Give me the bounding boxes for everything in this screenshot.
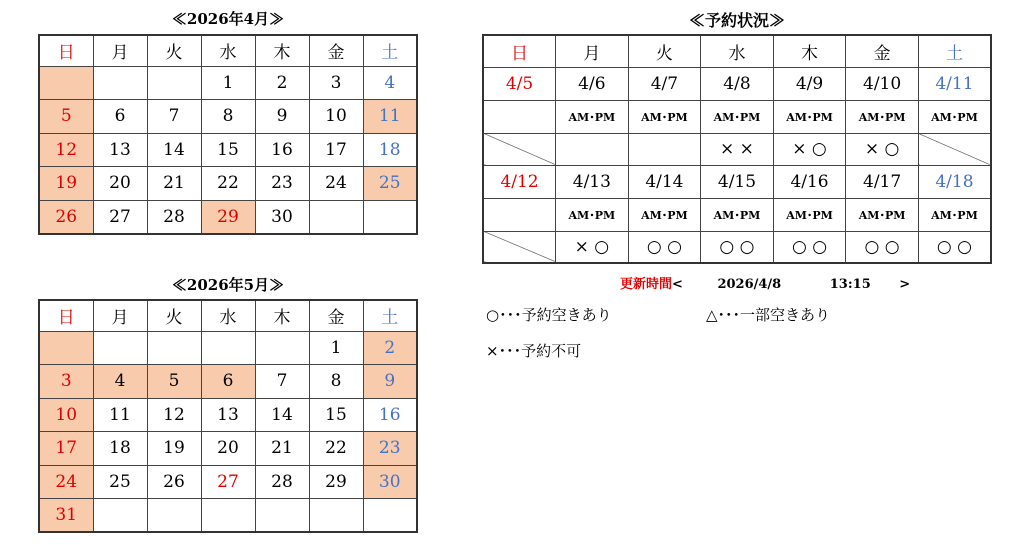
reservation-status-cell: ○ ○ (773, 231, 846, 263)
calendar-day-cell: 16 (363, 398, 417, 432)
calendar-day-cell: 10 (309, 100, 363, 134)
calendar-week-row (39, 465, 417, 499)
calendar-day-cell: 6 (201, 365, 255, 399)
calendar-week-row (39, 133, 417, 167)
weekday-header-row (39, 300, 417, 331)
calendar-day-cell: 15 (201, 133, 255, 167)
calendar-day-cell: 24 (39, 465, 93, 499)
weekday-header-row (483, 35, 991, 67)
reservation-status-row (483, 133, 991, 165)
reservation-status-cell (483, 133, 556, 165)
calendar-week-row (39, 365, 417, 399)
reservation-date-row (483, 165, 991, 198)
weekday-header: 月 (556, 35, 629, 67)
reservation-date-row (483, 67, 991, 100)
calendar-day-cell: 23 (255, 167, 309, 201)
reservation-status-cell: ○ ○ (701, 231, 774, 263)
calendar-day-cell: 11 (363, 100, 417, 134)
reservation-slot-cell: AM･PM (701, 198, 774, 231)
reservation-table (482, 34, 992, 264)
april-calendar (38, 34, 418, 235)
calendar-day-cell: 9 (255, 100, 309, 134)
calendar-day-cell (147, 66, 201, 100)
calendar-day-cell: 20 (93, 167, 147, 201)
weekday-header: 火 (147, 35, 201, 66)
reservation-slot-cell (483, 100, 556, 133)
calendar-day-cell: 15 (309, 398, 363, 432)
calendar-day-cell: 27 (201, 465, 255, 499)
calendar-day-cell: 27 (93, 200, 147, 234)
reservation-status-cell: ○ ○ (628, 231, 701, 263)
calendar-day-cell (93, 331, 147, 365)
update-open-bracket: < (672, 277, 683, 292)
calendar-day-cell (309, 200, 363, 234)
weekday-header: 日 (39, 35, 93, 66)
calendar-day-cell: 24 (309, 167, 363, 201)
update-time (620, 273, 910, 292)
reservation-slot-row (483, 100, 991, 133)
calendar-day-cell: 30 (363, 465, 417, 499)
calendar-day-cell: 11 (93, 398, 147, 432)
reservation-title: ≪予約状況≫ (688, 11, 785, 30)
reservation-status-cell: ○ ○ (918, 231, 991, 263)
weekday-header: 金 (309, 35, 363, 66)
calendar-day-cell: 22 (309, 432, 363, 466)
reservation-date-cell: 4/8 (701, 67, 774, 100)
reservation-slot-cell: AM･PM (701, 100, 774, 133)
reservation-slot-cell: AM･PM (918, 198, 991, 231)
calendar-day-cell: 14 (255, 398, 309, 432)
calendar-day-cell: 4 (93, 365, 147, 399)
calendar-week-row (39, 432, 417, 466)
reservation-slot-cell: AM･PM (628, 100, 701, 133)
calendar-day-cell: 29 (309, 465, 363, 499)
reservation-status-cell: × ○ (846, 133, 919, 165)
weekday-header: 日 (483, 35, 556, 67)
calendar-day-cell: 30 (255, 200, 309, 234)
calendar-day-cell: 26 (147, 465, 201, 499)
calendar-day-cell: 16 (255, 133, 309, 167)
calendar-day-cell: 13 (201, 398, 255, 432)
weekday-header: 火 (628, 35, 701, 67)
calendar-day-cell: 19 (147, 432, 201, 466)
calendar-day-cell: 25 (363, 167, 417, 201)
calendar-day-cell: 7 (255, 365, 309, 399)
calendar-day-cell: 2 (363, 331, 417, 365)
update-date: 2026/4/8 (717, 277, 782, 292)
weekday-header: 水 (201, 300, 255, 331)
weekday-header: 月 (93, 300, 147, 331)
reservation-slot-cell: AM･PM (773, 198, 846, 231)
calendar-day-cell: 29 (201, 200, 255, 234)
reservation-date-cell: 4/7 (628, 67, 701, 100)
calendar-day-cell: 31 (39, 499, 93, 533)
calendar-day-cell (363, 499, 417, 533)
reservation-date-cell: 4/12 (483, 165, 556, 198)
calendar-day-cell: 18 (363, 133, 417, 167)
calendar-week-row (39, 66, 417, 100)
legend-partial: △･･･一部空きあり (706, 306, 831, 324)
weekday-header: 水 (701, 35, 774, 67)
weekday-header: 水 (201, 35, 255, 66)
weekday-header: 木 (255, 300, 309, 331)
calendar-day-cell: 5 (147, 365, 201, 399)
weekday-header-row (39, 35, 417, 66)
calendar-day-cell: 18 (93, 432, 147, 466)
calendar-week-row (39, 331, 417, 365)
reservation-slot-cell: AM･PM (628, 198, 701, 231)
weekday-header: 土 (918, 35, 991, 67)
reservation-slot-cell: AM･PM (556, 198, 629, 231)
reservation-date-cell: 4/5 (483, 67, 556, 100)
update-close-bracket: > (899, 277, 911, 292)
reservation-status-row (483, 231, 991, 263)
reservation-slot-cell: AM･PM (773, 100, 846, 133)
reservation-date-cell: 4/9 (773, 67, 846, 100)
april-calendar-title: ≪2026年4月≫ (171, 10, 285, 28)
calendar-week-row (39, 398, 417, 432)
reservation-slot-cell: AM･PM (846, 100, 919, 133)
calendar-day-cell (255, 331, 309, 365)
calendar-day-cell: 28 (255, 465, 309, 499)
reservation-status-cell: × ○ (773, 133, 846, 165)
may-calendar-title: ≪2026年5月≫ (171, 276, 285, 294)
calendar-day-cell: 3 (309, 66, 363, 100)
update-clock: 13:15 (829, 277, 871, 292)
calendar-day-cell: 21 (255, 432, 309, 466)
calendar-day-cell: 23 (363, 432, 417, 466)
reservation-slot-row (483, 198, 991, 231)
calendar-day-cell: 17 (309, 133, 363, 167)
reservation-slot-cell (483, 198, 556, 231)
calendar-week-row (39, 167, 417, 201)
calendar-day-cell: 8 (309, 365, 363, 399)
calendar-day-cell (255, 499, 309, 533)
calendar-day-cell: 17 (39, 432, 93, 466)
reservation-date-cell: 4/13 (556, 165, 629, 198)
reservation-date-cell: 4/11 (918, 67, 991, 100)
reservation-status-cell (918, 133, 991, 165)
reservation-slot-cell: AM･PM (556, 100, 629, 133)
reservation-status-cell (483, 231, 556, 263)
weekday-header: 土 (363, 300, 417, 331)
calendar-week-row (39, 200, 417, 234)
calendar-day-cell (309, 499, 363, 533)
weekday-header: 月 (93, 35, 147, 66)
calendar-day-cell: 25 (93, 465, 147, 499)
calendar-day-cell (201, 499, 255, 533)
calendar-day-cell (93, 66, 147, 100)
calendar-day-cell: 12 (147, 398, 201, 432)
calendar-day-cell: 2 (255, 66, 309, 100)
reservation-status-cell: ○ ○ (846, 231, 919, 263)
reservation-status-cell: × × (701, 133, 774, 165)
update-label: 更新時間 (620, 277, 673, 292)
reservation-slot-cell: AM･PM (918, 100, 991, 133)
legend-unavailable: ×･･･予約不可 (486, 342, 582, 360)
may-calendar (38, 299, 418, 533)
reservation-status-cell (628, 133, 701, 165)
weekday-header: 金 (846, 35, 919, 67)
legend-available: ○･･･予約空きあり (486, 306, 612, 324)
calendar-day-cell: 26 (39, 200, 93, 234)
calendar-day-cell: 5 (39, 100, 93, 134)
calendar-day-cell: 14 (147, 133, 201, 167)
calendar-day-cell: 19 (39, 167, 93, 201)
reservation-status-cell: × ○ (556, 231, 629, 263)
calendar-day-cell (39, 66, 93, 100)
calendar-day-cell: 1 (201, 66, 255, 100)
calendar-day-cell (39, 331, 93, 365)
calendar-day-cell (147, 331, 201, 365)
calendar-day-cell: 13 (93, 133, 147, 167)
weekday-header: 火 (147, 300, 201, 331)
reservation-date-cell: 4/15 (701, 165, 774, 198)
weekday-header: 木 (255, 35, 309, 66)
calendar-day-cell: 1 (309, 331, 363, 365)
calendar-day-cell: 22 (201, 167, 255, 201)
calendar-day-cell: 21 (147, 167, 201, 201)
weekday-header: 金 (309, 300, 363, 331)
calendar-day-cell: 3 (39, 365, 93, 399)
reservation-date-cell: 4/18 (918, 165, 991, 198)
calendar-day-cell: 6 (93, 100, 147, 134)
calendar-day-cell: 4 (363, 66, 417, 100)
calendar-day-cell: 10 (39, 398, 93, 432)
weekday-header: 木 (773, 35, 846, 67)
reservation-date-cell: 4/14 (628, 165, 701, 198)
reservation-date-cell: 4/6 (556, 67, 629, 100)
weekday-header: 日 (39, 300, 93, 331)
reservation-status-cell (556, 133, 629, 165)
calendar-day-cell (147, 499, 201, 533)
weekday-header: 土 (363, 35, 417, 66)
calendar-day-cell (363, 200, 417, 234)
reservation-date-cell: 4/16 (773, 165, 846, 198)
calendar-week-row (39, 499, 417, 533)
calendar-day-cell: 20 (201, 432, 255, 466)
calendar-day-cell: 9 (363, 365, 417, 399)
reservation-date-cell: 4/10 (846, 67, 919, 100)
calendar-day-cell: 28 (147, 200, 201, 234)
calendar-day-cell (93, 499, 147, 533)
calendar-day-cell: 8 (201, 100, 255, 134)
calendar-day-cell: 12 (39, 133, 93, 167)
reservation-date-cell: 4/17 (846, 165, 919, 198)
reservation-slot-cell: AM･PM (846, 198, 919, 231)
calendar-day-cell: 7 (147, 100, 201, 134)
calendar-day-cell (201, 331, 255, 365)
calendar-week-row (39, 100, 417, 134)
